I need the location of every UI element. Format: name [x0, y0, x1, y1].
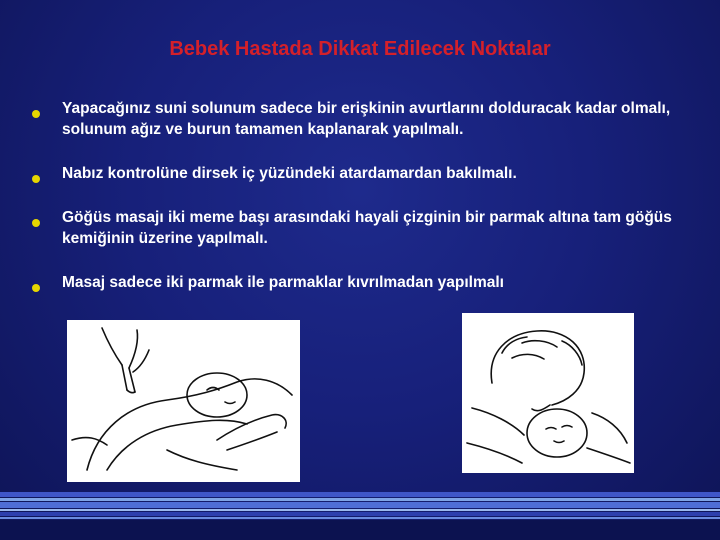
bullet-dot-icon [32, 219, 40, 227]
bullet-text: Nabız kontrolüne dirsek iç yüzündeki atardamardan bakılmalı. [62, 165, 517, 182]
bullet-text: Göğüs masajı iki meme başı arasındaki hayali çizginin bir parmak altına tam göğüs kemiğinin üzerine yapılmalı. [62, 209, 672, 247]
bullet-item [30, 207, 690, 249]
bullet-list [30, 98, 690, 316]
slide-title: Bebek Hastada Dikkat Edilecek Noktalar [169, 38, 551, 60]
footer-decoration [0, 492, 720, 540]
bullet-item [30, 163, 690, 184]
bullet-dot-icon [32, 110, 40, 118]
bullet-dot-icon [32, 284, 40, 292]
bullet-dot-icon [32, 175, 40, 183]
bullet-item [30, 272, 690, 293]
bullet-text: Yapacağınız suni solunum sadece bir erişkinin avurtlarını dolduracak kadar olmalı, solunum ağız ve burun tamamen kaplanarak yapılmalı. [62, 100, 671, 138]
bullet-text: Masaj sadece iki parmak ile parmaklar kıvrılmadan yapılmalı [62, 274, 504, 291]
bullet-item [30, 98, 690, 140]
infant-chest-compression-image [67, 320, 300, 482]
infant-rescue-breathing-image [462, 313, 634, 473]
